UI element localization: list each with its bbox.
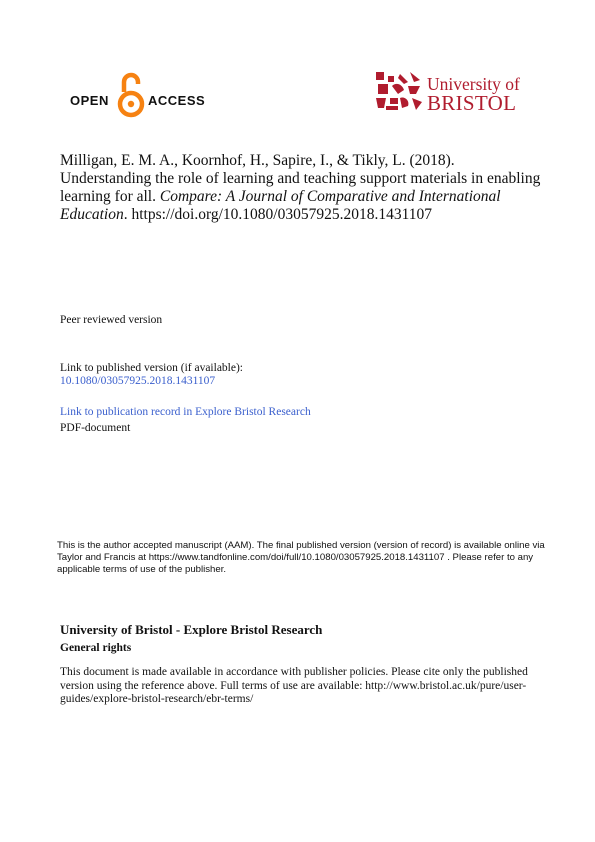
citation-title: Understanding the role of learning and teaching support materials in enabling learning for all. xyxy=(60,170,541,205)
general-rights-heading: General rights xyxy=(60,642,132,654)
citation-doi-url[interactable]: . https://doi.org/10.1080/03057925.2018.1431107 xyxy=(123,206,433,223)
bristol-text: BRISTOL xyxy=(427,91,517,115)
open-access-word-access: ACCESS xyxy=(148,93,206,108)
open-lock-icon xyxy=(117,70,145,120)
policy-text: This document is made available in accordance with publisher policies. Please cite only the published version using the reference above. Full terms of use are available: http://www.bristol.ac.uk/pure/user-guides/explore-bristol-research/ebr-terms/ xyxy=(60,666,528,705)
open-access-logo xyxy=(70,70,220,122)
bristol-crest-icon xyxy=(376,72,422,112)
document-type: PDF-document xyxy=(60,422,131,434)
citation-authors-year: Milligan, E. M. A., Koornhof, H., Sapire, I., & Tikly, L. (2018). xyxy=(60,152,455,169)
citation xyxy=(60,152,548,224)
aam-notice: This is the author accepted manuscript (AAM). The final published version (version of record) is available online via Taylor and Francis at https://www.tandfonline.com/doi/full/10.1080/03057925.2018.1431107 . Please refer to any applicable terms of use of the publisher. xyxy=(57,540,545,575)
citation-journal: Compare: A Journal of Comparative and International Education xyxy=(60,188,501,223)
footer-heading: University of Bristol - Explore Bristol Research xyxy=(60,622,323,637)
version-label: Peer reviewed version xyxy=(60,314,163,326)
university-of-bristol-logo xyxy=(376,70,526,116)
university-of-text: University of xyxy=(427,74,520,94)
publication-record-link[interactable]: Link to publication record in Explore Bristol Research xyxy=(60,406,311,418)
doi-link[interactable]: 10.1080/03057925.2018.1431107 xyxy=(60,375,216,387)
open-access-word-open: OPEN xyxy=(70,93,109,108)
published-version-heading: Link to published version (if available): xyxy=(60,362,243,374)
